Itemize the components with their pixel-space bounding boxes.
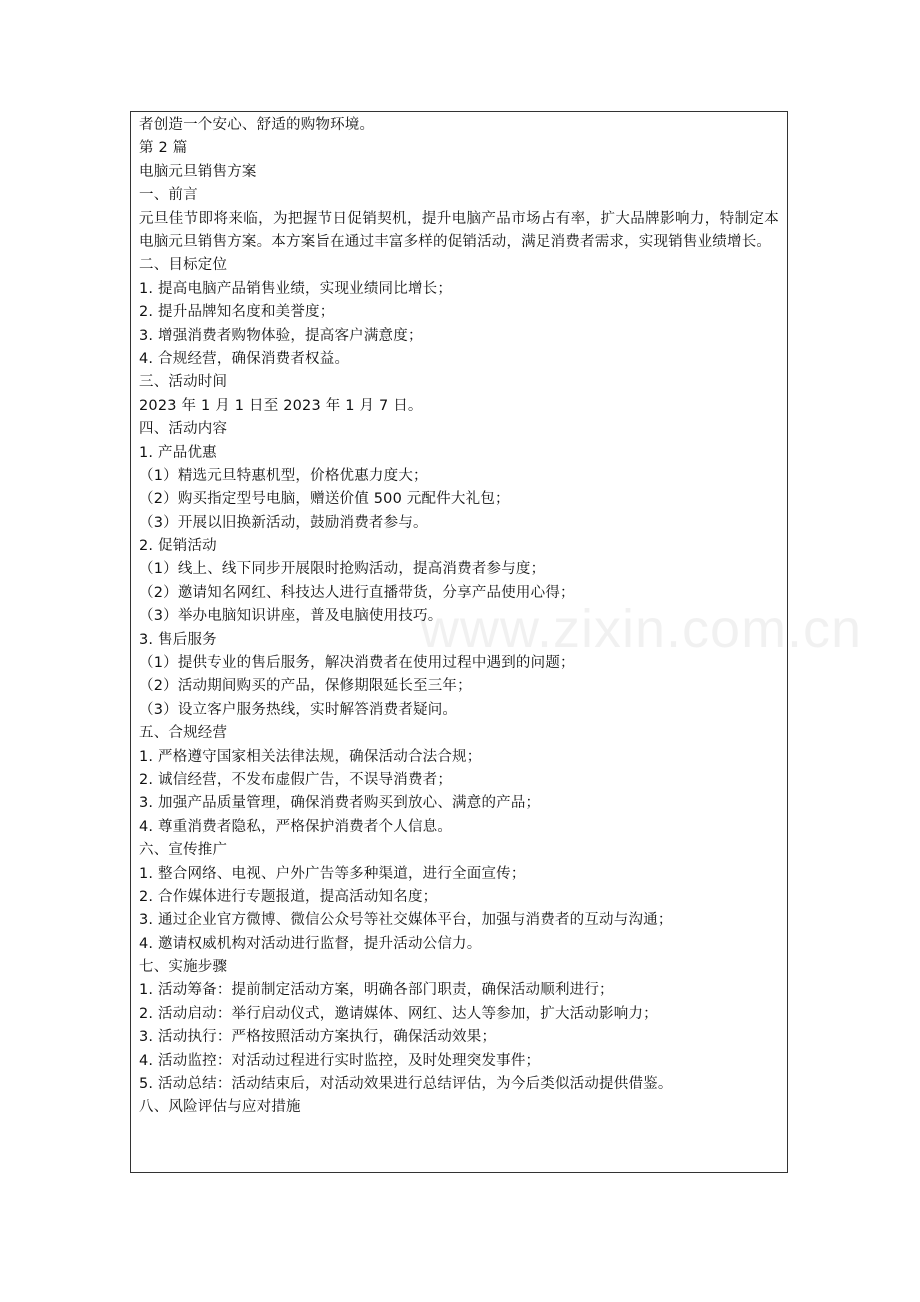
list-item: （1）线上、线下同步开展限时抢购活动，提高消费者参与度； [139, 561, 546, 578]
list-item: 3. 通过企业官方微博、微信公众号等社交媒体平台，加强与消费者的互动与沟通； [139, 912, 673, 929]
preface-paragraph: 元旦佳节即将来临，为把握节日促销契机，提升电脑产品市场占有率，扩大品牌影响力，特制定本电脑元旦销售方案。本方案旨在通过丰富多样的促销活动，满足消费者需求，实现销售业绩增长。 [139, 210, 779, 250]
intro-tail: 者创造一个安心、舒适的购物环境。 [139, 117, 375, 133]
subheading-after-sales: 3. 售后服务 [139, 631, 217, 648]
list-item: 4. 尊重消费者隐私，严格保护消费者个人信息。 [139, 818, 453, 835]
list-item: 1. 提高电脑产品销售业绩，实现业绩同比增长； [139, 280, 453, 297]
list-item: （1）提供专业的售后服务，解决消费者在使用过程中遇到的问题； [139, 655, 575, 672]
list-item: 1. 整合网络、电视、户外广告等多种渠道，进行全面宣传； [139, 865, 526, 882]
list-item: 4. 邀请权威机构对活动进行监督，提升活动公信力。 [139, 935, 482, 952]
list-item: （3）举办电脑知识讲座，普及电脑使用技巧。 [139, 608, 443, 625]
activity-dates: 2023 年 1 月 1 日至 2023 年 1 月 7 日。 [139, 397, 423, 414]
section-heading-content: 四、活动内容 [139, 421, 228, 438]
section-heading-time: 三、活动时间 [139, 374, 228, 391]
list-item: 1. 活动筹备：提前制定活动方案，明确各部门职责，确保活动顺利进行； [139, 982, 614, 999]
list-item: 2. 活动启动：举行启动仪式，邀请媒体、网红、达人等参加，扩大活动影响力； [139, 1005, 658, 1022]
list-item: 3. 活动执行：严格按照活动方案执行，确保活动效果； [139, 1029, 497, 1046]
list-item: 2. 提升品牌知名度和美誉度； [139, 304, 335, 321]
list-item: （2）购买指定型号电脑，赠送价值 500 元配件大礼包； [139, 491, 510, 508]
list-item: 2. 诚信经营，不发布虚假广告，不误导消费者； [139, 771, 453, 788]
section-heading-promotion: 六、宣传推广 [139, 842, 228, 859]
document-title: 电脑元旦销售方案 [139, 163, 257, 180]
list-item: 1. 严格遵守国家相关法律法规，确保活动合法合规； [139, 748, 482, 765]
watermark: www.zixin.com.cn [420, 599, 863, 659]
section-heading-compliance: 五、合规经营 [139, 725, 228, 742]
list-item: 3. 加强产品质量管理，确保消费者购买到放心、满意的产品； [139, 795, 541, 812]
list-item: 4. 合规经营，确保消费者权益。 [139, 350, 350, 367]
list-item: 3. 增强消费者购物体验，提高客户满意度； [139, 327, 423, 344]
list-item: 2. 合作媒体进行专题报道，提高活动知名度； [139, 888, 438, 905]
section-heading-goals: 二、目标定位 [139, 257, 228, 274]
list-item: （2）邀请知名网红、科技达人进行直播带货，分享产品使用心得； [139, 584, 575, 601]
list-item: 4. 活动监控：对活动过程进行实时监控，及时处理突发事件； [139, 1052, 541, 1069]
list-item: （2）活动期间购买的产品，保修期限延长至三年； [139, 678, 472, 695]
subheading-discounts: 1. 产品优惠 [139, 444, 217, 461]
list-item: （1）精选元旦特惠机型，价格优惠力度大； [139, 467, 428, 484]
list-item: 5. 活动总结：活动结束后，对活动效果进行总结评估，为今后类似活动提供借鉴。 [139, 1076, 673, 1093]
list-item: （3）开展以旧换新活动，鼓励消费者参与。 [139, 514, 428, 531]
subheading-promotions: 2. 促销活动 [139, 538, 217, 555]
section-heading-steps: 七、实施步骤 [139, 959, 228, 976]
section-heading-risk: 八、风险评估与应对措施 [139, 1099, 301, 1116]
part-label: 第 2 篇 [139, 140, 188, 157]
document-frame [130, 111, 788, 1173]
list-item: （3）设立客户服务热线，实时解答消费者疑问。 [139, 701, 458, 718]
section-heading-preface: 一、前言 [139, 187, 198, 204]
